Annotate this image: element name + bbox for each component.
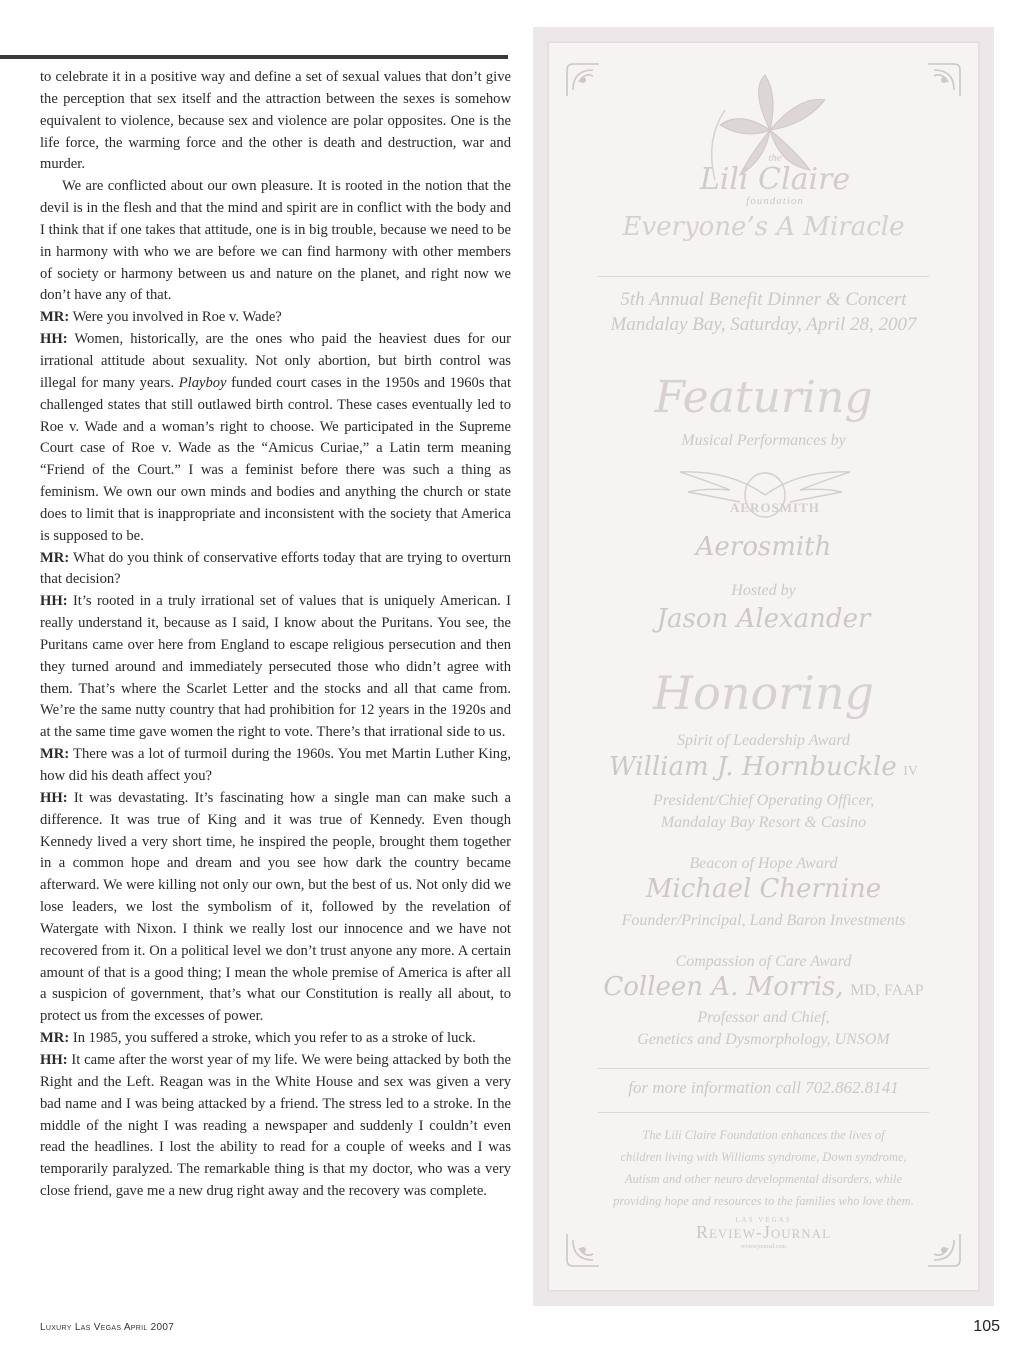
- article-paragraph: HH: Women, historically, are the ones who paid the heaviest dues for our irrational attitude about sexuality. Not only abortion, but birth control was illegal for many years. Playboy funded court cases in the 1950s and 1960s that challenged states that still outlawed birth control. These cases eventually led to Roe v. Wade and a woman’s right to choose. We participated in the Supreme Court case of Roe v. Wade as the “Amicus Curiae,” a Latin term meaning “Friend of the Court.” I was a feminist before there was such a thing as feminism. We own our own minds and bodies and anything the church or state does to limit that is inappropriate and inconsistent with the society that America is supposed to be.: [40, 331, 512, 544]
- logo-the: the: [768, 152, 782, 164]
- sponsor-small: LAS VEGAS: [735, 1216, 792, 1224]
- hosted-by: Hosted by: [731, 582, 796, 599]
- honoree-2: Michael Chernine: [645, 874, 882, 904]
- speaker-label: MR:: [40, 746, 70, 763]
- article-paragraph: MR: What do you think of conservative efforts today that are trying to overturn that decision?: [40, 549, 511, 588]
- speaker-label: MR:: [40, 1030, 70, 1047]
- award-2: Beacon of Hope Award: [689, 855, 838, 872]
- logo-foundation: foundation: [746, 195, 804, 207]
- article-paragraph: We are conflicted about our own pleasure. It is rooted in the notion that the devil is in the flesh and that the mind and spirit are in conflict with the body and I think that if one takes that attitude, one is in big trouble, because we need to be in harmony with who we are before we can find harmony with other members of society or harmony between us and nature on the planet, and right now we don’t have any of that.: [40, 178, 511, 304]
- article-paragraph: MR: Were you involved in Roe v. Wade?: [40, 309, 282, 326]
- honoree-1-title-2: Mandalay Bay Resort & Casino: [660, 814, 867, 831]
- speaker-label: HH:: [40, 789, 68, 806]
- award-3: Compassion of Care Award: [675, 953, 852, 970]
- honoree-2-title: Founder/Principal, Land Baron Investments: [621, 912, 906, 929]
- page-number: 105: [973, 1318, 1000, 1335]
- honoree-1: William J. Hornbuckle IV: [608, 752, 919, 782]
- honoree-3-title-1: Professor and Chief,: [697, 1009, 830, 1026]
- speaker-label: MR:: [40, 309, 70, 326]
- article-paragraph: MR: There was a lot of turmoil during the 1960s. You met Martin Luther King, how did his death affect you?: [40, 746, 511, 784]
- article-paragraph: MR: In 1985, you suffered a stroke, which you refer to as a stroke of luck.: [40, 1030, 476, 1047]
- speaker-label: HH:: [40, 1051, 68, 1068]
- article-paragraph: to celebrate it in a positive way and define a set of sexual values that don’t give the perception that sex itself and the attraction between the sexes is somehow equivalent to violence, because sex and violence are polar opposites. One is the life force, the warming force and the other is death and destruction, war and murder.: [40, 69, 511, 173]
- featuring-heading: Featuring: [654, 372, 873, 423]
- article-body: [40, 67, 511, 1203]
- honoree-3: Colleen A. Morris, MD, FAAP: [603, 972, 924, 1002]
- article-paragraph: HH: It was devastating. It’s fascinating how a single man can make such a difference. It was true of King and it was true of Kennedy. Even though Kennedy lived a very short time, he inspired the people, brought them together in a common hope and dream and you see how dark the country became afterward. We were killing not only our own, but the best of us. Not only did we lose leaders, we lost the symbolism of it, followed by the revelation of Watergate with Nixon. I think we really lost our innocence and we have not recovered from it. On a political level we don’t trust anyone any more. A certain amount of that is a good thing; I mean the whole premise of America is after all a suspicion of government, that’s what our Constitution is really all about, to protect us from the excesses of power.: [40, 789, 511, 1025]
- band-logo-text: AEROSMITH: [730, 500, 820, 515]
- speaker-label: HH:: [40, 593, 68, 610]
- honoring-heading: Honoring: [653, 666, 874, 720]
- honoree-3-title-2: Genetics and Dysmorphology, UNSOM: [637, 1031, 890, 1048]
- mission-line-1: The Lili Claire Foundation enhances the lives of: [642, 1128, 885, 1142]
- band-wings-logo-icon: [670, 460, 860, 530]
- sponsor-logo: Review-Journal: [695, 1222, 832, 1242]
- host-name: Jason Alexander: [656, 604, 871, 634]
- logo-name: Lili Claire: [699, 162, 851, 197]
- ornament-corner-icon: [565, 62, 601, 98]
- speaker-label: MR:: [40, 549, 70, 566]
- ad-divider: [598, 276, 929, 277]
- article-paragraph: HH: It’s rooted in a truly irrational set of values that is uniquely American. I really understand it, because as I said, I know about the Puritans. You see, the Puritans came over here from England to escape religious persecution and then they turned around and immediately persecuted those who didn’t agree with them. That’s where the Scarlet Letter and the stocks and all that came from. We’re the same nutty country that had prohibition for 12 years in the 1920s and at the same time gave women the right to vote. There’s that irrational side to us.: [40, 593, 511, 741]
- musical-performances: Musical Performances by: [681, 432, 846, 449]
- mission-line-4: providing hope and resources to the families who love them.: [613, 1194, 914, 1208]
- mission-line-3: Autism and other neuro developmental disorders, while: [624, 1172, 903, 1186]
- mission-line-2: children living with Williams syndrome, Down syndrome,: [620, 1150, 907, 1164]
- sponsor-url: reviewjournal.com: [740, 1244, 787, 1250]
- article-paragraph: HH: It came after the worst year of my life. We were being attacked by both the Right and the Left. Reagan was in the White House and sex was given a very bad name and I was being attacked by a friend. The stress led to a stroke. In the middle of the night I was reading a newspaper and suddenly I couldn’t even read the headlines. I lost the ability to read for a couple of weeks and I was temporarily paralyzed. The remarkable thing is that my doctor, who was a very close friend, gave me a new drug right away and the recovery was complete.: [40, 1051, 511, 1200]
- event-line-2: Mandalay Bay, Saturday, April 28, 2007: [610, 314, 917, 335]
- honoree-1-title-1: President/Chief Operating Officer,: [652, 792, 875, 809]
- ad-divider: [598, 1112, 929, 1113]
- ornament-corner-icon: [926, 62, 962, 98]
- award-1: Spirit of Leadership Award: [677, 732, 850, 749]
- ad-divider: [598, 1068, 929, 1069]
- publication-footer: Luxury Las Vegas April 2007: [40, 1322, 175, 1333]
- band-name: Aerosmith: [695, 532, 832, 562]
- top-rule: [0, 55, 508, 59]
- info-line: for more information call 702.862.8141: [628, 1078, 899, 1097]
- tagline: Everyone’s A Miracle: [622, 212, 905, 242]
- speaker-label: HH:: [40, 331, 68, 348]
- magazine-title: Playboy: [178, 374, 227, 391]
- event-line-1: 5th Annual Benefit Dinner & Concert: [620, 289, 907, 310]
